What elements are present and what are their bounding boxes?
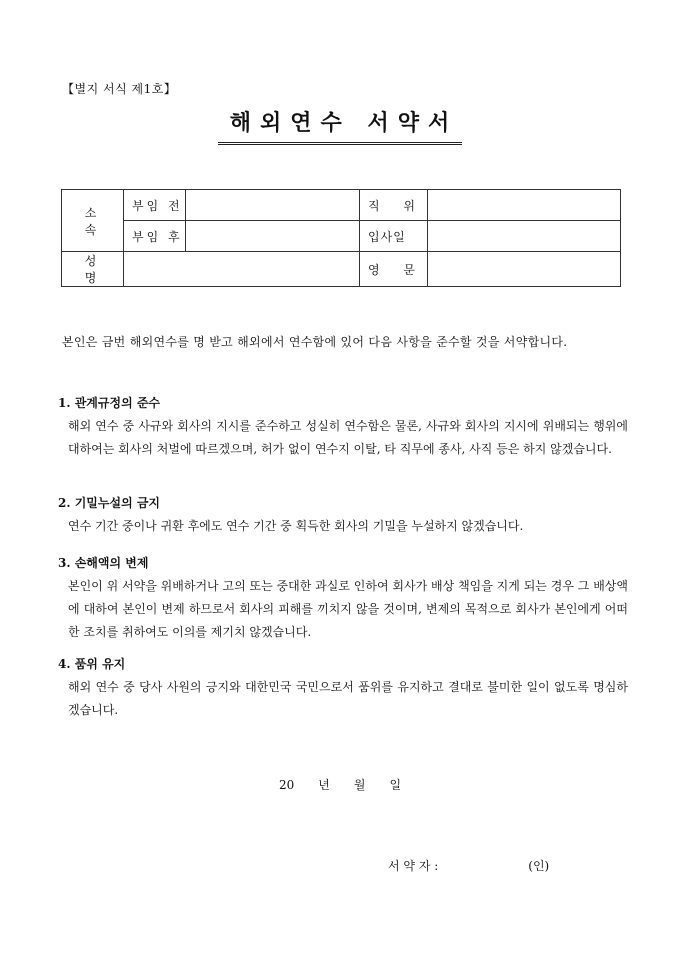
name-label: 성 명 bbox=[62, 252, 124, 287]
join-date-field[interactable] bbox=[428, 221, 621, 252]
table-row bbox=[62, 190, 621, 221]
section-4 bbox=[58, 655, 628, 722]
section-2 bbox=[58, 494, 628, 538]
name-field[interactable] bbox=[124, 252, 360, 287]
position-label: 직 위 bbox=[360, 190, 428, 221]
section-heading: 4. 품위 유지 bbox=[58, 657, 126, 671]
after-assignment-label: 부임 후 bbox=[124, 221, 186, 252]
affiliation-label: 소 속 bbox=[62, 190, 124, 252]
before-assignment-label: 부임 전 bbox=[124, 190, 186, 221]
month-label: 월 bbox=[353, 778, 366, 792]
section-body: 해외 연수 중 사규와 회사의 지시를 준수하고 성실히 연수함은 물론, 사규와 회사의 지시에 위배되는 행위에 대하여는 회사의 처벌에 따르겠으며, 허가 없이 연수지 이탈, 타 직무에 종사, 사직 등은 하지 않겠습니다. bbox=[68, 419, 628, 456]
intro-statement: 본인은 금번 해외연수를 명 받고 해외에서 연수함에 있어 다음 사항을 준수할 것을 서약합니다. bbox=[62, 335, 568, 349]
table-row bbox=[62, 252, 621, 287]
section-heading: 2. 기밀누설의 금지 bbox=[58, 496, 161, 510]
year-label: 년 bbox=[318, 778, 330, 792]
year-prefix: 20 bbox=[278, 778, 295, 792]
day-label: 일 bbox=[389, 778, 402, 792]
before-assignment-field[interactable] bbox=[186, 190, 360, 221]
title-container bbox=[0, 106, 680, 145]
section-1 bbox=[58, 394, 628, 461]
position-field[interactable] bbox=[428, 190, 621, 221]
date-line bbox=[0, 776, 680, 793]
join-date-label: 입사일 bbox=[360, 221, 428, 252]
english-name-label: 영 문 bbox=[360, 252, 428, 287]
section-body: 연수 기간 중이나 귀환 후에도 연수 기간 중 획득한 회사의 기밀을 누설하지 않겠습니다. bbox=[68, 519, 524, 533]
signer-label: 서 약 자 : bbox=[388, 859, 439, 873]
section-body: 해외 연수 중 당사 사원의 긍지와 대한민국 국민으로서 품위를 유지하고 결대로 불미한 일이 없도록 명심하겠습니다. bbox=[68, 680, 628, 717]
english-name-field[interactable] bbox=[428, 252, 621, 287]
personal-info-table bbox=[61, 189, 621, 287]
after-assignment-field[interactable] bbox=[186, 221, 360, 252]
form-number: 【별지 서식 제1호】 bbox=[62, 82, 177, 96]
section-3 bbox=[58, 554, 628, 644]
seal-mark: (인) bbox=[528, 859, 550, 873]
section-body: 본인이 위 서약을 위배하거나 고의 또는 중대한 과실로 인하여 회사가 배상 책임을 지게 되는 경우 그 배상액에 대하여 본인이 변제 하므로서 회사의 피해를 끼치지 않을 것이며, 변제의 목적으로 회사가 본인에게 어떠한 조치를 취하여도 이의를 제기치 않겠습니다. bbox=[68, 579, 628, 639]
section-heading: 3. 손해액의 변제 bbox=[58, 556, 149, 570]
signature-line bbox=[388, 857, 549, 874]
section-heading: 1. 관계규정의 준수 bbox=[58, 396, 161, 410]
table-row bbox=[62, 221, 621, 252]
document-title: 해외연수 서약서 bbox=[218, 106, 462, 145]
